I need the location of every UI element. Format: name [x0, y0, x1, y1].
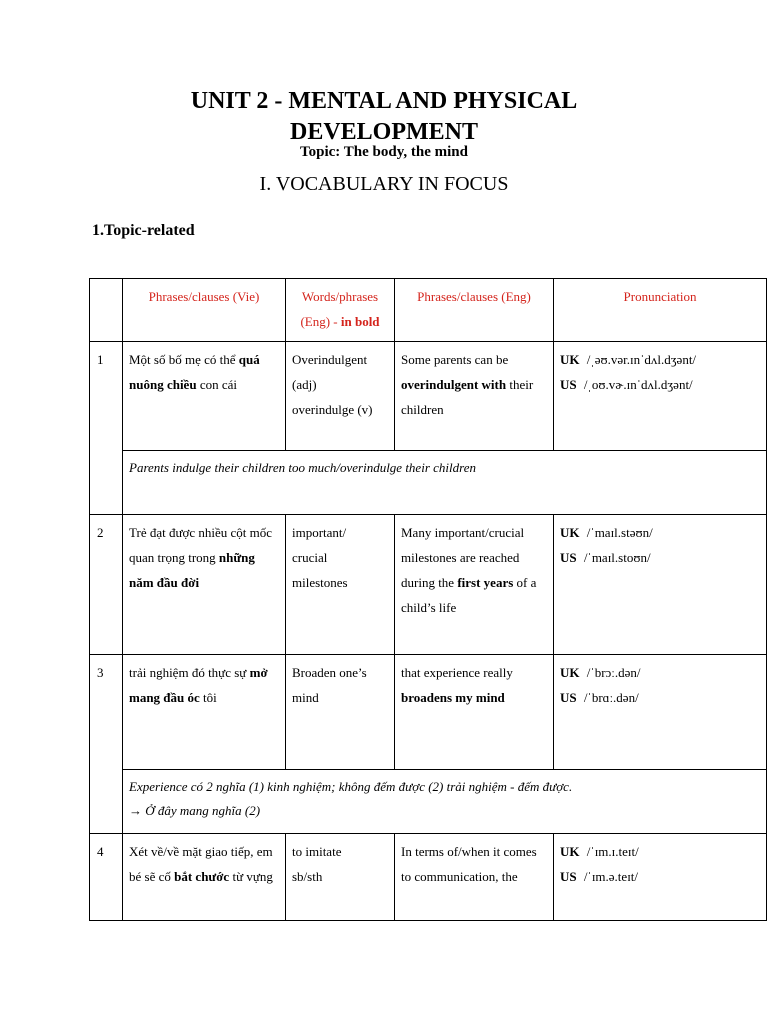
vie-bold-text: quá nuông chiều [129, 352, 260, 392]
uk-ipa: /ˈɪm.ɪ.teɪt/ [586, 844, 639, 859]
eng-cell [395, 655, 554, 770]
uk-pron [560, 660, 760, 685]
header-words [286, 279, 395, 342]
uk-label: UK [560, 844, 580, 859]
header-words-line2: (Eng) - [300, 314, 341, 329]
row-number: 1 [90, 342, 123, 515]
us-label: US [560, 869, 577, 884]
note-row [90, 770, 767, 834]
words-cell [286, 655, 395, 770]
note-line: → Ở đây mang nghĩa (2) [129, 803, 261, 818]
eng-bold-text: first years [457, 575, 514, 590]
header-num-cell [90, 279, 123, 342]
note-line: Experience có 2 nghĩa (1) kinh nghiệm; không đếm được (2) trải nghiệm - đếm được. [129, 779, 573, 794]
eng-text-end: their children [401, 377, 534, 417]
section-heading: I. VOCABULARY IN FOCUS [259, 173, 509, 195]
table-row [90, 515, 767, 655]
eng-text-end: of a child’s life [401, 575, 537, 615]
pron-cell [554, 655, 767, 770]
eng-cell [395, 515, 554, 655]
pron-cell [554, 834, 767, 921]
uk-ipa: /ˌəʊ.vər.ɪnˈdʌl.dʒənt/ [586, 352, 697, 367]
topic-subtitle: Topic: The body, the mind [300, 144, 468, 160]
eng-bold-text: overindulgent with [401, 377, 507, 392]
vie-text-end: tôi [199, 690, 217, 705]
vie-cell [123, 342, 286, 451]
header-eng: Phrases/clauses (Eng) [395, 279, 554, 342]
table-row [90, 655, 767, 770]
vocabulary-table [89, 278, 767, 921]
vie-text: Trẻ đạt được nhiều cột mốc quan trọng trong [129, 525, 273, 565]
words-line: Overindulgent [292, 352, 368, 367]
vie-cell [123, 834, 286, 921]
words-line: (adj) [292, 377, 317, 392]
vie-text: Một số bố mẹ có thể [129, 352, 239, 367]
us-label: US [560, 550, 577, 565]
vie-text-end: con cái [196, 377, 237, 392]
vie-text-end: từ vựng [229, 869, 273, 884]
pron-cell [554, 342, 767, 451]
us-ipa: /ˈɪm.ə.teɪt/ [583, 869, 639, 884]
header-words-bold: in bold [340, 314, 380, 329]
vie-bold-text: mở mang đầu óc [129, 665, 268, 705]
uk-label: UK [560, 665, 580, 680]
words-cell [286, 342, 395, 451]
us-label: US [560, 377, 577, 392]
us-pron [560, 372, 760, 397]
uk-pron [560, 839, 760, 864]
words-line: to imitate [292, 844, 342, 859]
words-line: overindulge (v) [292, 402, 373, 417]
us-pron [560, 545, 760, 570]
eng-text: Many important/crucial milestones are reached during the [401, 525, 525, 590]
vie-bold-text: bắt chước [174, 869, 230, 884]
vie-cell [123, 655, 286, 770]
us-pron [560, 685, 760, 710]
unit-title [0, 86, 768, 148]
uk-ipa: /ˈmaɪl.stəʊn/ [586, 525, 653, 540]
header-pron: Pronunciation [554, 279, 767, 342]
uk-label: UK [560, 352, 580, 367]
pron-cell [554, 515, 767, 655]
table-row [90, 834, 767, 921]
table-header-row [90, 279, 767, 342]
words-line: milestones [292, 575, 348, 590]
row-number: 4 [90, 834, 123, 921]
us-label: US [560, 690, 577, 705]
eng-text: that experience really [401, 665, 513, 680]
table-row [90, 342, 767, 451]
vie-text: trải nghiệm đó thực sự [129, 665, 250, 680]
note-row [90, 451, 767, 515]
words-line: important/ [292, 525, 347, 540]
note-cell: Parents indulge their children too much/overindulge their children [123, 451, 767, 515]
words-line: sb/sth [292, 869, 323, 884]
eng-cell [395, 342, 554, 451]
vie-text: Xét về/về mặt giao tiếp, em bé sẽ cố [129, 844, 273, 884]
note-cell [123, 770, 767, 834]
header-vie: Phrases/clauses (Vie) [123, 279, 286, 342]
words-line: Broaden one’s [292, 665, 367, 680]
eng-text: Some parents can be [401, 352, 509, 367]
uk-label: UK [560, 525, 580, 540]
eng-cell [395, 834, 554, 921]
subsection-heading: 1.Topic-related [92, 222, 195, 239]
uk-pron [560, 347, 760, 372]
row-number: 3 [90, 655, 123, 834]
words-line: crucial [292, 550, 328, 565]
uk-pron [560, 520, 760, 545]
us-ipa: /ˌoʊ.vɚ.ɪnˈdʌl.dʒənt/ [583, 377, 693, 392]
eng-bold-text: broadens my mind [401, 690, 505, 705]
eng-text: In terms of/when it comes to communication, the [401, 844, 537, 884]
words-line: mind [292, 690, 319, 705]
uk-ipa: /ˈbrɔː.dən/ [586, 665, 641, 680]
vie-bold-text: những năm đầu đời [129, 550, 255, 590]
row-number: 2 [90, 515, 123, 655]
us-pron [560, 864, 760, 889]
vie-cell [123, 515, 286, 655]
unit-title-line-2: DEVELOPMENT [289, 119, 478, 145]
header-words-line1: Words/phrases [301, 289, 379, 304]
unit-title-line-1: UNIT 2 - MENTAL AND PHYSICAL [190, 88, 578, 114]
us-ipa: /ˈbrɑː.dən/ [583, 690, 639, 705]
us-ipa: /ˈmaɪl.stoʊn/ [583, 550, 651, 565]
words-cell [286, 834, 395, 921]
words-cell [286, 515, 395, 655]
